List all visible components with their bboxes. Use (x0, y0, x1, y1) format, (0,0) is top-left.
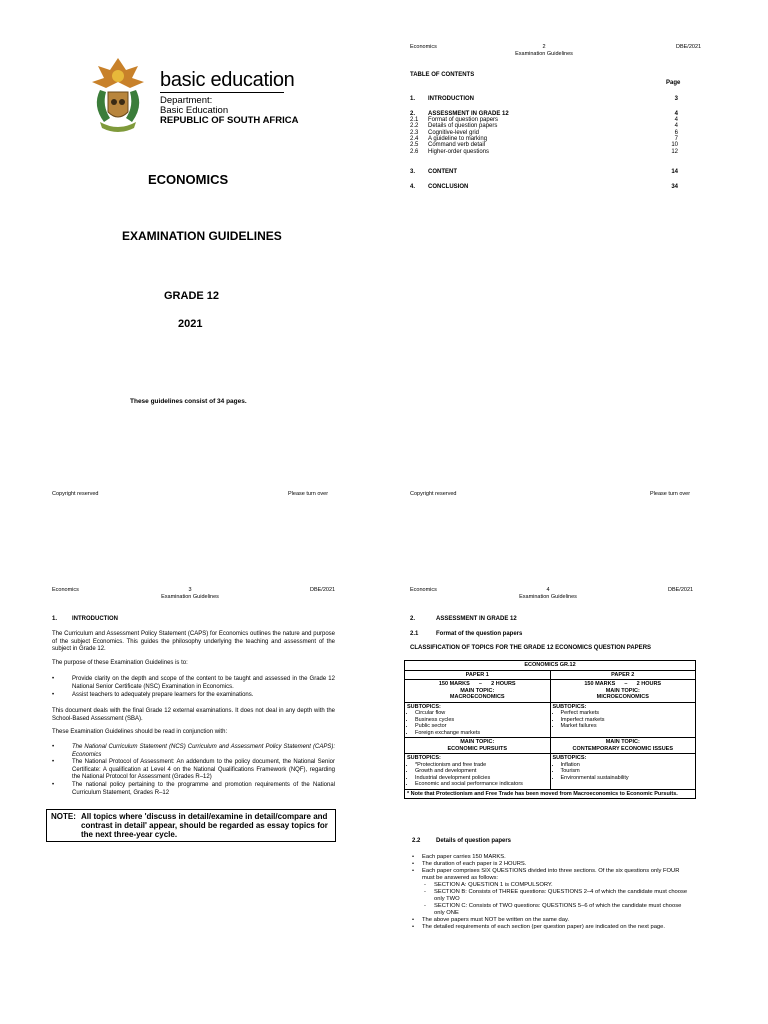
toc-label: ASSESSMENT IN GRADE 12 (428, 111, 509, 117)
header-number: 4 (546, 587, 550, 593)
bullet-text: The National Protocol of Assessment: An addendum to the policy document, the National Senior Certificate: A qualification at Level 4 on the National Qualifications Framework (NQF), regarding the National Protocol for Assessment (Grades R–12) (72, 759, 335, 780)
paper2-subtopics (550, 703, 696, 738)
classification-heading: CLASSIFICATION OF TOPICS FOR THE GRADE 12 ECONOMICS QUESTION PAPERS (410, 645, 652, 651)
paper1-label: PAPER 1 (465, 671, 489, 678)
country-name: REPUBLIC OF SOUTH AFRICA (160, 115, 299, 126)
list-item: • The above papers must NOT be written on the same day. (412, 917, 570, 923)
footer-copyright: Copyright reserved (52, 491, 99, 497)
toc-num: 4. (410, 184, 416, 190)
list-item: • Public sector (415, 723, 548, 730)
header-page-number (518, 587, 578, 601)
subsection-title: Details of question papers (436, 838, 512, 844)
department-name: Basic Education (160, 105, 229, 116)
table-title: ECONOMICS GR.12 (524, 662, 576, 668)
toc-page: 3 (674, 96, 678, 102)
toc-num: 1. (410, 96, 416, 102)
main-topic: MICROECONOMICS (596, 694, 649, 700)
list-item: • Economic and social performance indicators (415, 781, 548, 788)
table-of-contents-page (384, 0, 768, 512)
toc-page: 14 (671, 169, 678, 175)
toc-num: 2.1 (410, 117, 419, 123)
conjunction-paragraph: These Examination Guidelines should be read in conjunction with: (52, 729, 228, 735)
details-list (412, 854, 692, 931)
list-item: - SECTION B: Consists of THREE questions: QUESTIONS 2–4 of which the candidate must choose only TWO (424, 889, 688, 902)
marks-dash: – (624, 681, 628, 687)
paper1-subtopics2 (405, 754, 550, 789)
marks-text: 150 MARKS (584, 681, 616, 687)
hours-text: 2 HOURS (491, 681, 516, 687)
subtopics2-row (405, 753, 695, 789)
toc-page: 4 (674, 117, 678, 123)
cover-page (0, 0, 384, 512)
toc-num: 2.3 (410, 130, 419, 136)
section-text: SECTION A: QUESTION 1 is COMPULSORY. (434, 882, 553, 888)
list-item: • Perfect markets (561, 710, 694, 717)
paper2-subtopics2 (550, 754, 696, 789)
main-topic-label: MAIN TOPIC: (605, 687, 640, 694)
detail-text: The duration of each paper is 2 HOURS. (422, 861, 527, 867)
list-item: • Each paper carries 150 MARKS. (412, 854, 506, 860)
subsection-title: Format of the question papers (436, 631, 523, 637)
toc-num: 2.4 (410, 136, 419, 142)
section-title: INTRODUCTION (72, 616, 118, 622)
toc-label: Format of question papers (428, 117, 499, 123)
introduction-page: Economics 3 Examination Guidelines DBE/2021 1. INTRODUCTION The Curriculum and Assessment Policy Statement (CAPS) for Economics outlines the nature and purpose of the subject Economics. This guides the philosophy underlying the teaching and assessment of the subject in Grade 12. The purpose of these Examination Guidelines is to: • Provide clarity on the depth and scope of the content to be taught and assessed in the Grade 12 National Senior Certificate (NSC) Examination in Economics. • Assist teachers to adequately prepare learners for the examinations. This document deals with the final Grade 12 external examinations. It does not deal in any depth with the School-Based Assessment (SBA). These Examination Guidelines should be read in conjunction with: • The National Curriculum Statement (NCS) Curriculum and Assessment Policy Statement (CAPS): Economics • The National Protocol of Assessment: An addendum to the policy document, the National Senior Certificate: A qualification at Level 4 on the National Qualifications Framework (NQF), regarding the National Protocol for Assessment (Grades R–12) • The national policy pertaining to the programme and promotion requirements of the National Curriculum Statement, Grades R–12 NOTE: All topics where 'discuss in detail/examine in detail/compare and contrast in detail' appear, should be regarded as essay topics for the next three-year cycle. (0, 512, 384, 1024)
header-subject: Economics (410, 587, 437, 593)
list-item: • Tourism (561, 768, 694, 775)
paper2-topic2 (550, 738, 696, 753)
paper2-marks (550, 680, 696, 702)
main-topic-label: MAIN TOPIC: (460, 739, 495, 745)
subtopic-list (553, 710, 694, 730)
paper1-subtopics (405, 703, 550, 738)
list-item: • Business cycles (415, 717, 548, 724)
main-topic-label: MAIN TOPIC: (605, 739, 640, 745)
bullet-text: Provide clarity on the depth and scope of the content to be taught and assessed in the Grade 12 National Senior Certificate (NSC) Examination in Economics. (72, 676, 335, 690)
toc-label: CONCLUSION (428, 184, 469, 190)
topics-table (404, 660, 696, 799)
bullet-text: The national policy pertaining to the programme and promotion requirements of the National Curriculum Statement, Grades R–12 (72, 782, 335, 796)
toc-page: 34 (671, 184, 678, 190)
detail-text: Each paper comprises SIX QUESTIONS divided into three sections. Of the six questions only FOUR must be answered as follows: (422, 868, 680, 881)
list-item: • Foreign exchange markets (415, 730, 548, 737)
header-doc-name: Examination Guidelines (515, 51, 573, 57)
list-item: • Industrial development policies (415, 775, 548, 782)
list-item: - SECTION C: Consists of TWO questions: QUESTIONS 5–6 of which the candidate must choose only ONE (424, 903, 682, 916)
toc-page: 7 (674, 136, 678, 142)
brand-name: basic education (160, 69, 295, 91)
marks-row (405, 679, 695, 702)
list-item: • Environmental sustainability (561, 775, 694, 782)
section-text: SECTION B: Consists of THREE questions: QUESTIONS 2–4 of which the candidate must choose only TWO (434, 889, 688, 902)
subtopic-list (407, 710, 548, 736)
bullet-text: The National Curriculum Statement (NCS) Curriculum and Assessment Policy Statement (CAPS): Economics (72, 744, 335, 758)
table-footnote: * Note that Protectionism and Free Trade has been moved from Macroeconomics to Economic Pursuits. (407, 790, 678, 797)
grade-label: GRADE 12 (164, 290, 220, 302)
main-topic: ECONOMIC PURSUITS (447, 745, 508, 752)
toc-page: 10 (671, 142, 678, 148)
header-subject: Economics (410, 44, 437, 50)
scope-paragraph: This document deals with the final Grade 12 external examinations. It does not deal in any depth with the School-Based Assessment (SBA). (52, 708, 335, 722)
detail-text: The detailed requirements of each section (per question paper) are indicated on the next page. (422, 924, 665, 930)
subsection-number: 2.1 (410, 631, 419, 637)
footer-copyright: Copyright reserved (410, 491, 457, 497)
toc-page: 4 (674, 123, 678, 129)
subtopics-label: SUBTOPICS: (552, 703, 587, 710)
note-text: All topics where 'discuss in detail/examine in detail/compare and contrast in detail' appear, should be regarded as essay topics for the next three-year cycle. (81, 812, 328, 839)
detail-text: Each paper carries 150 MARKS. (422, 854, 506, 860)
toc-num: 2.5 (410, 142, 419, 148)
list-item: • *Protectionism and free trade (415, 762, 548, 769)
header-doc-name: Examination Guidelines (519, 594, 577, 600)
subtopics-label: SUBTOPICS: (407, 703, 441, 710)
brand-divider (160, 92, 284, 93)
main-topic: MACROECONOMICS (449, 694, 505, 700)
main-topic: CONTEMPORARY ECONOMIC ISSUES (572, 745, 674, 752)
purpose-paragraph: The purpose of these Examination Guidelines is to: (52, 660, 188, 666)
list-item: • Inflation (561, 762, 694, 769)
list-item: • Imperfect markets (561, 717, 694, 724)
toc-label: CONTENT (428, 169, 457, 175)
footer-turn-over: Please turn over (288, 491, 329, 497)
note-label: NOTE: (51, 812, 76, 821)
subject-title: ECONOMICS (148, 172, 229, 187)
assessment-page (384, 512, 768, 1024)
header-code: DBE/2021 (668, 587, 694, 593)
paper1-marks (405, 680, 550, 702)
subsection-number: 2.2 (412, 838, 421, 844)
paper1-topic2 (405, 738, 550, 753)
page-count-note: These guidelines consist of 34 pages. (130, 398, 247, 405)
footnote-row (405, 789, 695, 799)
subtopics-label: SUBTOPICS: (552, 755, 587, 761)
section-number: 1. (52, 616, 58, 622)
section-number: 2. (410, 616, 416, 622)
toc-page: 6 (674, 130, 678, 136)
marks-text: 150 MARKS (438, 681, 470, 687)
list-item: • Growth and development (415, 768, 548, 775)
list-item: • Circular flow (415, 710, 548, 717)
toc-page: 12 (671, 149, 678, 155)
paper-row (405, 670, 695, 680)
toc-label: INTRODUCTION (428, 96, 474, 102)
toc-num: 2.2 (410, 123, 419, 129)
header-number: 3 (188, 587, 192, 593)
subtopic-list (407, 762, 548, 788)
toc-label: Command verb detail (428, 142, 486, 148)
section-text: SECTION C: Consists of TWO questions: QUESTIONS 5–6 of which the candidate must choose only ONE (434, 903, 682, 916)
paper2-label: PAPER 2 (550, 671, 696, 680)
header-code: DBE/2021 (310, 587, 336, 593)
list-item: - SECTION A: QUESTION 1 is COMPULSORY. (424, 882, 553, 888)
department-label: Department: (160, 95, 213, 106)
toc-title: TABLE OF CONTENTS (410, 72, 475, 78)
toc-num: 2.6 (410, 149, 419, 155)
detail-text: The above papers must NOT be written on the same day. (422, 917, 570, 923)
toc-num: 3. (410, 169, 416, 175)
year-label: 2021 (178, 318, 203, 330)
toc-label: Details of question papers (428, 123, 498, 129)
table-title-row (405, 661, 695, 670)
footer-turn-over: Please turn over (650, 491, 691, 497)
toc-label: Higher-order questions (428, 149, 490, 155)
document-title: EXAMINATION GUIDELINES (122, 229, 282, 243)
list-item: • The duration of each paper is 2 HOURS. (412, 861, 527, 867)
header-doc-name: Examination Guidelines (161, 594, 219, 600)
subtopic-list (553, 762, 694, 782)
marks-dash: – (478, 681, 482, 687)
intro-paragraph: The Curriculum and Assessment Policy Statement (CAPS) for Economics outlines the nature and purpose of the subject Economics. This guides the philosophy underlying the teaching and assessment of the subject in Grade 12. (52, 631, 335, 652)
topic2-row (405, 737, 695, 753)
header-number: 2 (542, 44, 546, 50)
toc-num: 2. (410, 111, 416, 117)
list-item: • Each paper comprises SIX QUESTIONS divided into three sections. Of the six questions only FOUR must be answered as follows: (412, 868, 680, 881)
subtopics-row (405, 702, 695, 738)
subtopics-label: SUBTOPICS: (407, 755, 441, 761)
toc-label: Cognitive-level grid (428, 130, 480, 136)
list-item: • The detailed requirements of each section (per question paper) are indicated on the next page. (412, 924, 665, 930)
header-page-number (514, 44, 574, 58)
hours-text: 2 HOURS (636, 681, 662, 687)
toc-label: A guideline to marking (428, 136, 488, 142)
header-page-number (160, 587, 220, 601)
list-item: • Market failures (561, 723, 694, 730)
section-title: ASSESSMENT IN GRADE 12 (436, 616, 517, 622)
toc-page-column: Page (666, 80, 681, 86)
note-box (46, 809, 336, 842)
toc-page: 4 (674, 111, 678, 117)
header-subject: Economics (52, 587, 79, 593)
coat-of-arms-icon (90, 56, 146, 134)
bullet-text: Assist teachers to adequately prepare learners for the examinations. (72, 692, 254, 698)
header-code: DBE/2021 (676, 44, 702, 50)
main-topic-label: MAIN TOPIC: (460, 687, 495, 694)
